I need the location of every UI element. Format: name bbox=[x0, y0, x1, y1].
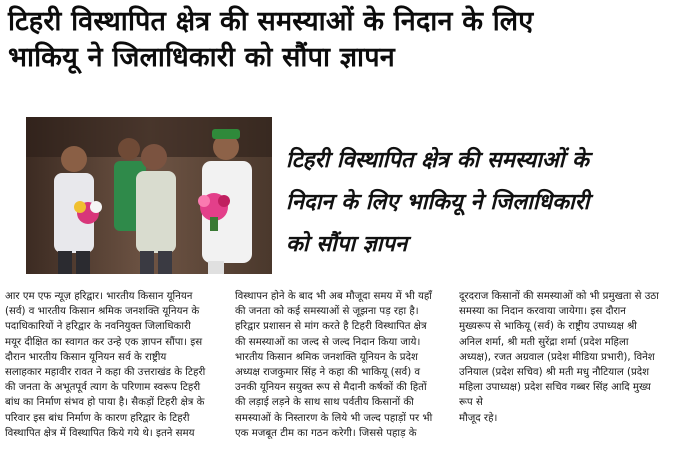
article-line: समस्या का निदान करवाया जायेगा। इस दौरान bbox=[459, 306, 626, 318]
article-line: मौजूद रहे। bbox=[459, 412, 498, 424]
article-line: उनकी यूनियन सयुक्त रूप से मैदानी कर्षकों की हितों bbox=[235, 382, 427, 394]
article-line: हरिद्वार प्रशासन से मांग करते है टिहरी विस्थापित क्षेत्र bbox=[235, 321, 427, 333]
article-line: मुख्यरूप से भाकियू (सर्व) के राष्ट्रीय उपाध्यक्ष श्री bbox=[459, 321, 637, 333]
article-line: भारतीय किसान श्रमिक जनशक्ति यूनियन के प्रदेश bbox=[235, 351, 418, 363]
article-line: परिवार इस बांध निर्माण के कारण हरिद्वार के टिहरी bbox=[5, 412, 190, 424]
subheadline-line-2: निदान के लिए भाकियू ने जिलाधिकारी bbox=[286, 190, 590, 215]
article-line: पदाधिकारियों ने हरिद्वार के नवनियुक्त जिलाधिकारी bbox=[5, 321, 191, 333]
photo-people-with-bouquets-illustration bbox=[26, 117, 272, 274]
article-line: विस्थापन होने के बाद भी अब मौजूदा समय में भी यहाँ bbox=[235, 291, 432, 302]
article-line: समस्याओं के निस्तारण के लिये भी जल्द पहाड़ों पर भी bbox=[235, 412, 433, 424]
article-line: बांध का निर्माण संभव हो पाया है। सैकड़ों टिहरी क्षेत्र के bbox=[5, 397, 205, 409]
article-line: की जनता के अभूतपूर्व त्याग के परिणाम स्वरूप टिहरी bbox=[5, 382, 201, 394]
article-line: सलाहकार महावीर रावत ने कहा की उत्तराखंड के टिहरी bbox=[5, 367, 206, 379]
article-line: एक मजबूत टीम का गठन करेगी। जिससे पहाड़ के bbox=[235, 427, 417, 439]
article-line: उनियाल (प्रदेश सचिव) श्री मती मधु नौटियाल (प्रदेश bbox=[459, 367, 650, 379]
article-line: विस्थापित क्षेत्र में विस्थापित किये गये थे। इतने समय bbox=[5, 427, 195, 439]
article-line: की समस्याओं का जल्द से जल्द निदान किया जाये। bbox=[235, 336, 421, 348]
subheadline bbox=[286, 140, 672, 266]
article-line: दूरदराज किसानों की समस्याओं को भी प्रमुखता से उठा bbox=[459, 291, 659, 302]
article-column-1 bbox=[5, 289, 227, 441]
news-photo bbox=[26, 117, 272, 274]
subheadline-line-1: टिहरी विस्थापित क्षेत्र की समस्याओं के bbox=[286, 148, 589, 173]
article-line: अध्यक्ष राजकुमार सिंह ने कहा की भाकियू (सर्व) व bbox=[235, 367, 421, 379]
article-column-2 bbox=[235, 289, 457, 441]
article-line: (सर्व) व भारतीय किसान श्रमिक जनशक्ति यूनियन के bbox=[5, 306, 200, 318]
article-column-3 bbox=[459, 289, 673, 426]
article-line: अध्यक्ष), रजत अग्रवाल (प्रदेश मीडिया प्रभारी), विनेश bbox=[459, 351, 655, 363]
headline bbox=[8, 4, 672, 76]
headline-line-1: टिहरी विस्थापित क्षेत्र की समस्याओं के निदान के लिए bbox=[8, 6, 534, 37]
article-line: की जनता को कई समस्याओं से जूझना पड़ रहा है। bbox=[235, 306, 419, 318]
headline-line-2: भाकियू ने जिलाधिकारी को सौंपा ज्ञापन bbox=[8, 42, 395, 73]
article-line: की लड़ाई लड़ने के साथ साथ पर्वतीय किसानों की bbox=[235, 397, 414, 409]
article-line: अनिल शर्मा, श्री मती सुरेंद्रा शर्मा (प्रदेश महिला bbox=[459, 336, 629, 348]
article-line: दौरान भारतीय किसान यूनियन सर्व के राष्ट्रीय bbox=[5, 351, 167, 363]
subheadline-line-3: को सौंपा ज्ञापन bbox=[286, 232, 408, 257]
article-line: रूप से bbox=[459, 397, 483, 409]
article-line: आर एम एफ न्यूज़ हरिद्वार। भारतीय किसान यूनियन bbox=[5, 291, 193, 302]
article-line: मयूर दीक्षित का स्वागत कर उन्हे एक ज्ञापन सौंपा। इस bbox=[5, 336, 203, 348]
article-line: महिला उपाध्यक्ष) प्रदेश सचिव गब्बर सिंह आदि मुख्य bbox=[459, 382, 651, 394]
